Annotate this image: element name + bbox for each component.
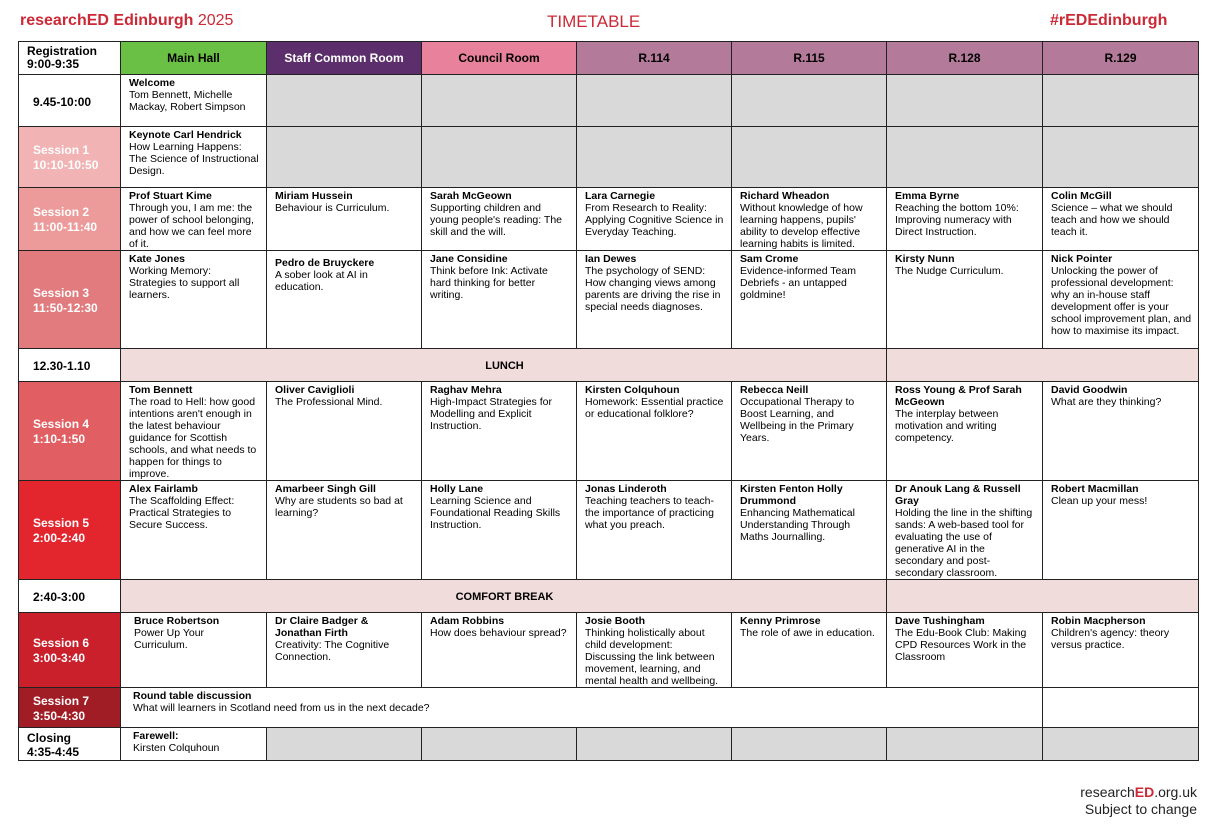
talk-cell: Rebecca Neill Occupational Therapy to Boost Learning, and Wellbeing in the Primary Years. [732, 382, 887, 481]
talk-cell: Jonas Linderoth Teaching teachers to teach- the importance of practicing what you preach. [577, 481, 732, 580]
subject-to-change-note: Subject to change [1084, 801, 1197, 817]
empty-cell [1043, 728, 1199, 761]
empty-cell [267, 127, 422, 188]
talk-cell: Robin Macpherson Children's agency: theory versus practice. [1043, 613, 1199, 688]
talk-cell: Sarah McGeown Supporting children and young people's reading: The skill and the will. [422, 188, 577, 251]
row-closing [19, 728, 1199, 761]
room-r115: R.115 [732, 42, 887, 75]
talk-cell: Holly Lane Learning Science and Foundational Reading Skills Instruction. [422, 481, 577, 580]
round-table-cell: Round table discussion What will learners in Scotland need from us in the next decade? [121, 688, 1043, 728]
room-r128: R.128 [887, 42, 1043, 75]
talk-cell: Bruce Robertson Power Up Your Curriculum. [121, 613, 267, 688]
talk-cell: Josie Booth Thinking holistically about child development: Discussing the link between movement, learning, and mental health and wellbeing. [577, 613, 732, 688]
cell-keynote: Keynote Carl Hendrick How Learning Happens: The Science of Instructional Design. [121, 127, 267, 188]
hashtag: #rEDEdinburgh [1050, 12, 1168, 29]
lunch-band-end [887, 349, 1199, 382]
talk-cell: Emma Byrne Reaching the bottom 10%: Improving numeracy with Direct Instruction. [887, 188, 1043, 251]
talk-cell: Raghav Mehra High-Impact Strategies for Modelling and Explicit Instruction. [422, 382, 577, 481]
empty-cell [577, 75, 732, 127]
comfort-break-band: COMFORT BREAK [121, 580, 887, 613]
event-name: researchED Edinburgh [20, 12, 194, 29]
page-title: TIMETABLE [547, 12, 641, 31]
empty-cell [732, 127, 887, 188]
cell-farewell: Farewell: Kirsten Colquhoun [121, 728, 267, 761]
row-session-1 [19, 127, 1199, 188]
session-3-label: Session 3 11:50-12:30 [19, 251, 121, 349]
room-staff-common-room: Staff Common Room [267, 42, 422, 75]
empty-cell [267, 728, 422, 761]
empty-cell [887, 75, 1043, 127]
talk-cell: Amarbeer Singh Gill Why are students so bad at learning? [267, 481, 422, 580]
empty-cell [422, 728, 577, 761]
talk-cell: Kirsten Colquhoun Homework: Essential practice or educational folklore? [577, 382, 732, 481]
talk-cell: Dave Tushingham The Edu-Book Club: Making CPD Resources Work in the Classroom [887, 613, 1043, 688]
cell-welcome: Welcome Tom Bennett, Michelle Mackay, Robert Simpson [121, 75, 267, 127]
empty-cell [1043, 75, 1199, 127]
talk-cell: Kirsty Nunn The Nudge Curriculum. [887, 251, 1043, 349]
row-welcome [19, 75, 1199, 127]
talk-cell: Adam Robbins How does behaviour spread? [422, 613, 577, 688]
talk-cell: Robert Macmillan Clean up your mess! [1043, 481, 1199, 580]
room-r114: R.114 [577, 42, 732, 75]
row-session-7 [19, 688, 1199, 728]
empty-cell [267, 75, 422, 127]
room-r129: R.129 [1043, 42, 1199, 75]
empty-cell [422, 127, 577, 188]
empty-cell [887, 127, 1043, 188]
room-main-hall: Main Hall [121, 42, 267, 75]
row-lunch [19, 349, 1199, 382]
talk-cell: Nick Pointer Unlocking the power of professional development: why an in-house staff development offer is your school improvement plan, and how to maximise its impact. [1043, 251, 1199, 349]
time-lunch: 12.30-1.10 [19, 349, 121, 382]
talk-cell: Richard Wheadon Without knowledge of how learning happens, pupils' ability to develop effective learning habits is limited. [732, 188, 887, 251]
time-comfort-break: 2:40-3:00 [19, 580, 121, 613]
talk-cell: Dr Anouk Lang & Russell Gray Holding the line in the shifting sands: A web-based tool for evaluating the use of generative AI in the secondary and post-secondary classroom. [887, 481, 1043, 580]
event-year: 2025 [197, 12, 234, 29]
row-session-2 [19, 188, 1199, 251]
event-title [20, 12, 233, 30]
registration-header: Registration 9:00-9:35 [19, 42, 121, 75]
talk-cell: Lara Carnegie From Research to Reality: Applying Cognitive Science in Everyday Teaching. [577, 188, 732, 251]
empty-cell [732, 728, 887, 761]
talk-cell: Kenny Primrose The role of awe in education. [732, 613, 887, 688]
header-row [19, 42, 1199, 75]
session-7-label: Session 7 3:50-4:30 [19, 688, 121, 728]
talk-cell: Alex Fairlamb The Scaffolding Effect: Practical Strategies to Secure Success. [121, 481, 267, 580]
lunch-band: LUNCH [121, 349, 887, 382]
row-session-6 [19, 613, 1199, 688]
empty-cell [1043, 688, 1199, 728]
talk-cell: Oliver Caviglioli The Professional Mind. [267, 382, 422, 481]
empty-cell [1043, 127, 1199, 188]
closing-label: Closing 4:35-4:45 [19, 728, 121, 761]
comfort-break-band-end [887, 580, 1199, 613]
empty-cell [422, 75, 577, 127]
session-6-label: Session 6 3:00-3:40 [19, 613, 121, 688]
empty-cell [577, 127, 732, 188]
website-link[interactable]: researchED.org.uk [1080, 784, 1197, 800]
empty-cell [577, 728, 732, 761]
room-council-room: Council Room [422, 42, 577, 75]
talk-cell: Pedro de Bruyckere A sober look at AI in education. [267, 251, 422, 349]
talk-cell: Ian Dewes The psychology of SEND: How changing views among parents are driving the rise in special needs diagnoses. [577, 251, 732, 349]
row-session-4 [19, 382, 1199, 481]
row-session-5 [19, 481, 1199, 580]
empty-cell [732, 75, 887, 127]
talk-cell: Kate Jones Working Memory: Strategies to support all learners. [121, 251, 267, 349]
talk-cell: Colin McGill Science – what we should teach and how we should teach it. [1043, 188, 1199, 251]
session-1-label: Session 1 10:10-10:50 [19, 127, 121, 188]
session-5-label: Session 5 2:00-2:40 [19, 481, 121, 580]
talk-cell: Dr Claire Badger & Jonathan Firth Creativity: The Cognitive Connection. [267, 613, 422, 688]
time-welcome: 9.45-10:00 [19, 75, 121, 127]
talk-cell: Miriam Hussein Behaviour is Curriculum. [267, 188, 422, 251]
timetable [18, 41, 1199, 761]
talk-cell: Kirsten Fenton Holly Drummond Enhancing Mathematical Understanding Through Maths Journalling. [732, 481, 887, 580]
talk-cell: Sam Crome Evidence-informed Team Debriefs - an untapped goldmine! [732, 251, 887, 349]
talk-cell: Tom Bennett The road to Hell: how good intentions aren't enough in the latest behaviour guidance for Scottish schools, and what needs to happen for things to improve. [121, 382, 267, 481]
talk-cell: Ross Young & Prof Sarah McGeown The interplay between motivation and writing competency. [887, 382, 1043, 481]
row-session-3 [19, 251, 1199, 349]
talk-cell: Jane Considine Think before Ink: Activate hard thinking for better writing. [422, 251, 577, 349]
empty-cell [887, 728, 1043, 761]
session-2-label: Session 2 11:00-11:40 [19, 188, 121, 251]
session-4-label: Session 4 1:10-1:50 [19, 382, 121, 481]
talk-cell: Prof Stuart Kime Through you, I am me: the power of school belonging, and how we can feel more of it. [121, 188, 267, 251]
row-comfort-break [19, 580, 1199, 613]
talk-cell: David Goodwin What are they thinking? [1043, 382, 1199, 481]
